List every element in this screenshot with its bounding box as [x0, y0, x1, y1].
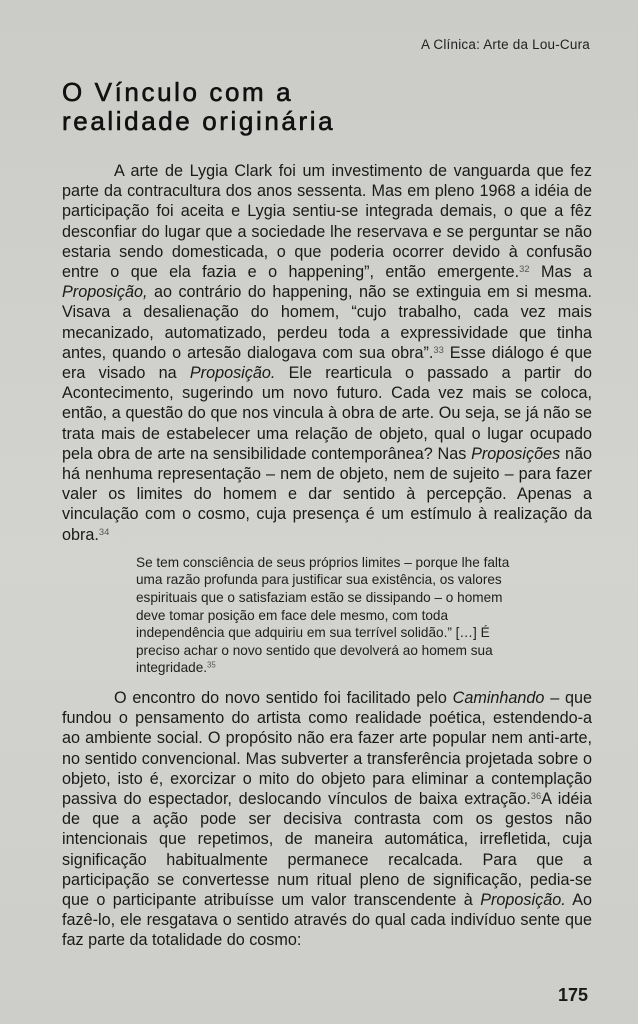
chapter-title-line-1: O Vínculo com a: [62, 77, 294, 107]
paragraph-2-text: – que fundou o pensamento do artista como realidade poética, estendendo-a ao ambiente social. O propósito não era fazer arte popular nem anti-arte, no sentido convencional. Mas subverter a transferência projetada sobre o objeto, isto é, exorcizar o mito do objeto para eliminar a contemplação passiva do espectador, deslocando vínculos de baixa extração.: [62, 689, 592, 809]
emphasis-term: Caminhando: [452, 689, 545, 708]
paragraph-1-text: ao contrário do happening, não se extinguia em si mesma. Visava a desalienação do homem, “cujo trabalho, cada vez mais mecanizado, automatizado, perdeu toda a expressividade que tinha antes, quando o artesão dialogava com sua obra”.: [62, 283, 592, 362]
footnote-ref-36: 36: [530, 789, 542, 801]
footnote-ref-32: 32: [519, 262, 530, 274]
chapter-title: [62, 78, 335, 136]
chapter-title-line-2: realidade originária: [62, 106, 336, 136]
paragraph-1-text: Ele rearticula o passado a partir do Acontecimento, sugerindo um novo futuro. Cada vez mais se coloca, então, a questão do que nos vincula à obra de arte. Ou seja, se já não se trata mais de estabelecer uma relação de objeto, qual o lugar ocupado pela obra de arte na sensibilidade contemporânea? Nas: [62, 364, 593, 463]
footnote-ref-33: 33: [433, 343, 444, 355]
emphasis-term: Proposição.: [480, 891, 566, 910]
block-quote: [136, 554, 520, 677]
emphasis-term: Proposição,: [62, 283, 148, 302]
paragraph-2-text: O encontro do novo sentido foi facilitado pelo: [114, 689, 453, 708]
paragraph-1-text: não há nenhuma representação – nem de objeto, nem de sujeito – para fazer valer os limites do homem e dar sentido à percepção. Apenas a vinculação com o cosmo, cuja presença é um estímulo à realização da obra.: [62, 444, 592, 544]
paragraph-1-text: Mas a: [529, 263, 592, 282]
body-text: [62, 161, 592, 951]
paragraph-2-text: A idéia de que a ação pode ser decisiva contrasta com os gestos não intencionais que repetimos, de maneira automática, irrefletida, cuja significação habitualmente permanece recalcada. Para que a participação se convertesse num ritual pleno de significação, pedia-se que o participante atribuísse um valor transcendente à: [62, 790, 592, 910]
emphasis-term: Proposições: [471, 444, 561, 463]
paragraph-1-text: A arte de Lygia Clark foi um investimento de vanguarda que fez parte da contracultura dos anos sessenta. Mas em pleno 1968 a idéia de participação foi aceita e Lygia sentiu-se integrada demais, o que a fêz desconfiar do lugar que a sociedade lhe reservava e se perguntar se não estaria sendo domesticada, o que poderia ocorrer devido à confusão entre o que ela fazia e o happening”, então emergente.: [62, 162, 592, 282]
block-quote-text: Se tem consciência de seus próprios limites – porque lhe falta uma razão profunda para justificar sua existência, os valores espirituais que o satisfaziam estão se dissipando – o homem deve tomar posição em face dele mesmo, com toda independência que adquiriu em sua terrível solidão.” […] É preciso achar o novo sentido que devolverá ao homem sua integridade.: [136, 554, 510, 676]
emphasis-term: Proposição.: [189, 364, 276, 383]
running-head: A Clínica: Arte da Lou-Cura: [421, 37, 590, 52]
paragraph-1: [62, 161, 592, 545]
paragraph-2: [62, 688, 592, 951]
paragraph-2-text: Ao fazê-lo, ele resgatava o sentido através do qual cada indivíduo sente que faz parte da totalidade do cosmo:: [62, 891, 593, 950]
footnote-ref-35: 35: [207, 661, 216, 671]
footnote-ref-34: 34: [98, 525, 110, 537]
page-number: 175: [557, 985, 588, 1005]
paragraph-1-text: Esse diálogo é que era visado na: [62, 343, 592, 383]
